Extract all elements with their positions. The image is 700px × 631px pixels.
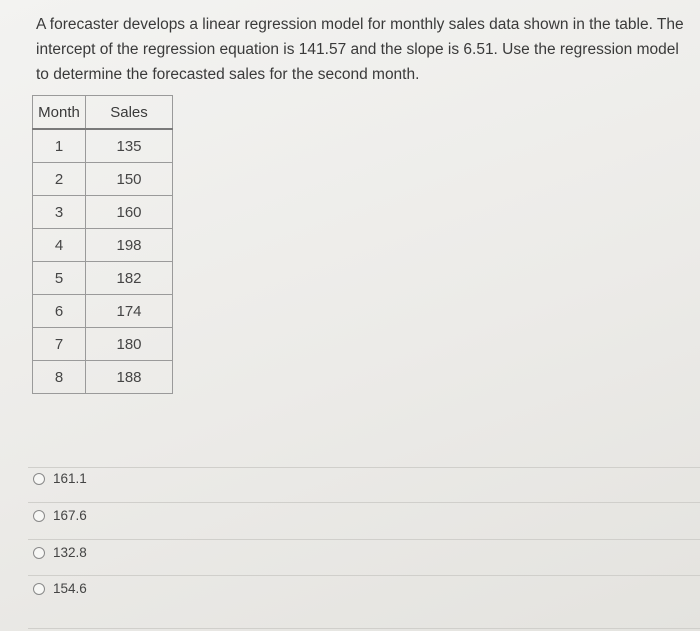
answer-option-label: 167.6 [53, 508, 87, 523]
answer-option-label: 132.8 [53, 545, 87, 560]
radio-button-icon[interactable] [33, 547, 45, 559]
radio-button-icon[interactable] [33, 473, 45, 485]
sales-cell: 150 [86, 163, 173, 196]
month-cell: 7 [33, 328, 86, 361]
month-cell: 2 [33, 163, 86, 196]
answer-option-4[interactable] [33, 581, 87, 596]
divider [28, 575, 700, 576]
divider [28, 502, 700, 503]
month-cell: 8 [33, 361, 86, 394]
table-header-row [33, 96, 173, 130]
question-text: A forecaster develops a linear regression model for monthly sales data shown in the table. The intercept of the regression equation is 141.57 and the slope is 6.51. Use the regression model to determine the forecasted sales for the second month. [36, 16, 684, 83]
sales-cell: 174 [86, 295, 173, 328]
sales-cell: 180 [86, 328, 173, 361]
answer-option-3[interactable] [33, 545, 87, 560]
sales-header: Sales [86, 96, 173, 130]
month-cell: 6 [33, 295, 86, 328]
table-row [33, 361, 173, 394]
month-cell: 4 [33, 229, 86, 262]
answer-option-1[interactable] [33, 471, 87, 486]
month-cell: 3 [33, 196, 86, 229]
sales-cell: 160 [86, 196, 173, 229]
divider [28, 628, 700, 629]
table-row [33, 196, 173, 229]
answer-option-label: 161.1 [53, 471, 87, 486]
month-cell: 5 [33, 262, 86, 295]
table-row [33, 295, 173, 328]
radio-button-icon[interactable] [33, 510, 45, 522]
table-row [33, 229, 173, 262]
month-cell: 1 [33, 129, 86, 163]
sales-table [32, 95, 173, 394]
sales-cell: 188 [86, 361, 173, 394]
table-row [33, 129, 173, 163]
answer-option-label: 154.6 [53, 581, 87, 596]
table-row [33, 163, 173, 196]
sales-cell: 198 [86, 229, 173, 262]
table-row [33, 328, 173, 361]
month-header: Month [33, 96, 86, 130]
answer-option-2[interactable] [33, 508, 87, 523]
sales-cell: 135 [86, 129, 173, 163]
table-row [33, 262, 173, 295]
sales-cell: 182 [86, 262, 173, 295]
divider [28, 467, 700, 468]
radio-button-icon[interactable] [33, 583, 45, 595]
divider [28, 539, 700, 540]
